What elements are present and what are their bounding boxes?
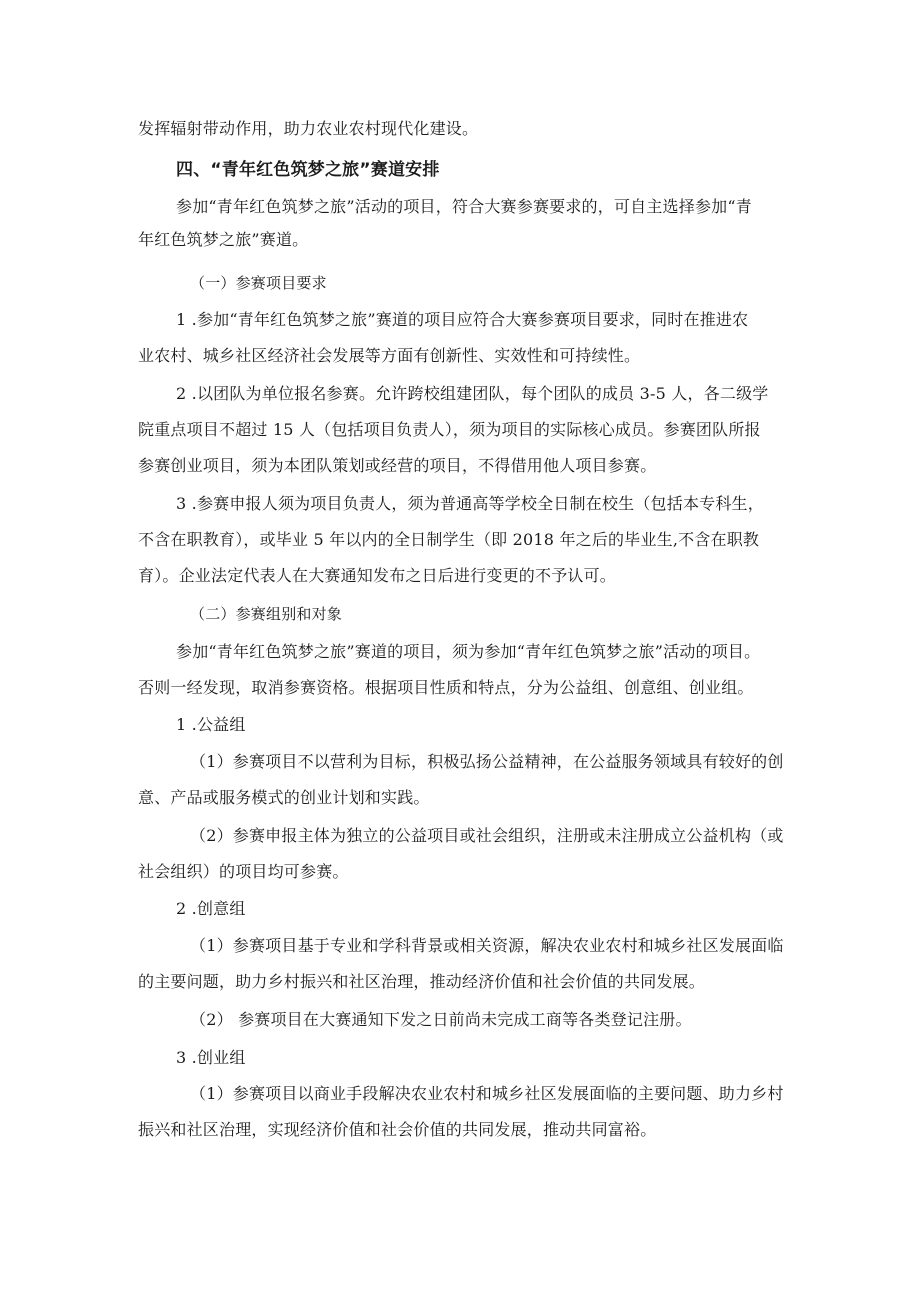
paragraph-line: 意、产品或服务模式的创业计划和实践。 <box>138 788 430 807</box>
paragraph-line: （1）参赛项目以商业手段解决农业农村和城乡社区发展面临的主要问题、助力乡村 <box>190 1084 784 1103</box>
paragraph-line: 1 .公益组 <box>176 715 246 734</box>
subsection-heading: （一）参赛项目要求 <box>190 274 327 292</box>
paragraph-line: 的主要问题，助力乡村振兴和社区治理，推动经济价值和社会价值的共同发展。 <box>138 972 706 991</box>
paragraph-line: 社会组织）的项目均可参赛。 <box>138 862 349 881</box>
subsection-heading: （二）参赛组别和对象 <box>190 605 343 623</box>
paragraph-line: 发挥辐射带动作用，助力农业农村现代化建设。 <box>138 119 479 138</box>
paragraph-line: 不含在职教育），或毕业 5 年以内的全日制学生（即 2018 年之后的毕业生,不含在职教 <box>138 530 760 549</box>
paragraph-line: 3 .创业组 <box>176 1048 246 1067</box>
paragraph-line: （2）参赛申报主体为独立的公益项目或社会组织，注册或未注册成立公益机构（或 <box>190 826 784 845</box>
paragraph-line: 2 .以团队为单位报名参赛。允许跨校组建团队，每个团队的成员 3-5 人，各二级学 <box>176 384 769 403</box>
paragraph-line: 年红色筑梦之旅”赛道。 <box>138 230 309 249</box>
paragraph-line: 参加“青年红色筑梦之旅”赛道的项目，须为参加“青年红色筑梦之旅”活动的项目。 <box>176 642 761 661</box>
paragraph-line: 育）。企业法定代表人在大赛通知发布之日后进行变更的不予认可。 <box>138 566 617 585</box>
paragraph-line: 业农村、城乡社区经济社会发展等方面有创新性、实效性和可持续性。 <box>138 346 641 365</box>
paragraph-line: （1）参赛项目不以营利为目标，积极弘扬公益精神，在公益服务领域具有较好的创 <box>190 752 784 771</box>
paragraph-line: 1 .参加“青年红色筑梦之旅”赛道的项目应符合大赛参赛项目要求，同时在推进农 <box>176 310 749 329</box>
paragraph-line: 3 .参赛申报人须为项目负责人，须为普通高等学校全日制在校生（包括本专科生， <box>176 494 764 513</box>
paragraph-line: 2 .创意组 <box>176 899 246 918</box>
paragraph-line: （1）参赛项目基于专业和学科背景或相关资源，解决农业农村和城乡社区发展面临 <box>190 936 784 955</box>
paragraph-line: 参加“青年红色筑梦之旅”活动的项目，符合大赛参赛要求的，可自主选择参加“青 <box>176 197 752 216</box>
paragraph-line: 参赛创业项目，须为本团队策划或经营的项目，不得借用他人项目参赛。 <box>138 456 657 475</box>
paragraph-line: 院重点项目不超过 15 人（包括项目负责人），须为项目的实际核心成员。参赛团队所报 <box>138 420 761 439</box>
paragraph-line: 否则一经发现，取消参赛资格。根据项目性质和特点，分为公益组、创意组、创业组。 <box>138 678 754 697</box>
paragraph-line: 振兴和社区治理，实现经济价值和社会价值的共同发展，推动共同富裕。 <box>138 1120 657 1139</box>
section-heading: 四、“青年红色筑梦之旅”赛道安排 <box>176 160 440 180</box>
paragraph-line: （2） 参赛项目在大赛通知下发之日前尚未完成工商等各类登记注册。 <box>190 1010 692 1029</box>
